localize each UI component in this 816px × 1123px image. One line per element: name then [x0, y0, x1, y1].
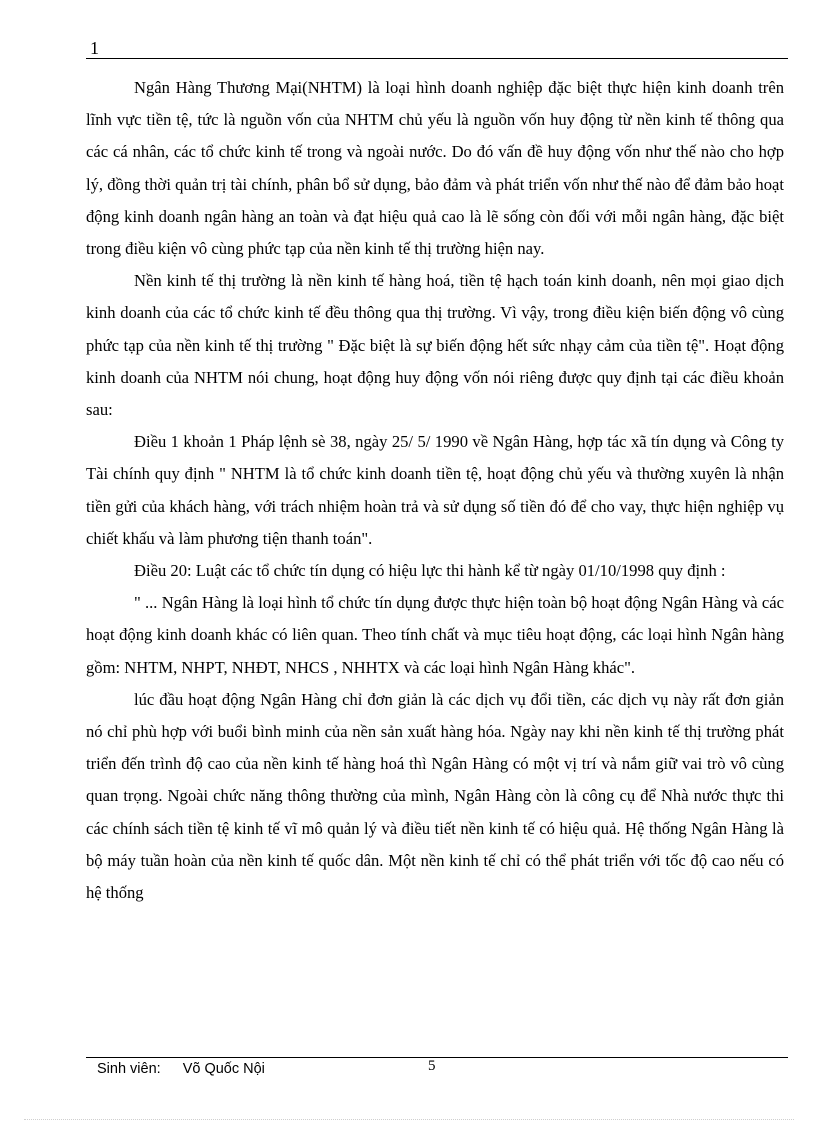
paragraph: lúc đầu hoạt động Ngân Hàng chỉ đơn giản là các dịch vụ đổi tiền, các dịch vụ này rất đơn giản nó chỉ phù hợp với buổi bình minh của nền sản xuất hàng hóa. Ngày nay khi nền kinh tế thị trường phát triển đến trình độ cao của nền kinh tế hàng hoá thì Ngân Hàng có một vị trí và nắm giữ vai trò vô cùng quan trọng. Ngoài chức năng thông thường của mình, Ngân Hàng còn là công cụ để Nhà nước thực thi các chính sách tiền tệ kinh tế vĩ mô quản lý và điều tiết nền kinh tế có hiệu quả. Hệ thống Ngân Hàng là bộ máy tuần hoàn của nền kinh tế quốc dân. Một nền kinh tế chỉ có thể phát triển với tốc độ cao nếu có hệ thống: [86, 689, 784, 903]
paragraph: Điều 1 khoản 1 Pháp lệnh sè 38, ngày 25/ 5/ 1990 về Ngân Hàng, hợp tác xã tín dụng và Công ty Tài chính quy định " NHTM là tổ chức kinh doanh tiền tệ, hoạt động chủ yếu và thường xuyên là nhận tiền gửi của khách hàng, với trách nhiệm hoàn trả và sử dụng số tiền đó để cho vay, thực hiện nghiệp vụ chiết khấu và làm phương tiện thanh toán".: [86, 432, 784, 548]
footer-student: [97, 1061, 265, 1077]
paragraph: Ngân Hàng Thương Mại(NHTM) là loại hình doanh nghiệp đặc biệt thực hiện kinh doanh trên lĩnh vực tiền tệ, tức là nguồn vốn của NHTM chủ yếu là nguồn vốn huy động từ nền kinh tế thông qua các cá nhân, các tổ chức kinh tế trong và ngoài nước. Do đó vấn đề huy động vốn như thế nào cho hợp lý, đồng thời quản trị tài chính, phân bổ sử dụng, bảo đảm và phát triển vốn như thế nào để đảm bảo hoạt động kinh doanh ngân hàng an toàn và đạt hiệu quả cao là lẽ sống còn đối với mỗi ngân hàng, đặc biệt trong điều kiện vô cùng phức tạp của nền kinh tế thị trường hiện nay.: [86, 78, 784, 259]
document-body: [86, 72, 784, 909]
student-name: Võ Quốc Nội: [182, 1061, 265, 1077]
footer-divider: [86, 1057, 788, 1058]
quote-paragraph: " ... Ngân Hàng là loại hình tổ chức tín dụng được thực hiện toàn bộ hoạt động Ngân Hàng và các hoạt động kinh doanh khác có liên quan. Theo tính chất và mục tiêu hoạt động, các loại hình Ngân hàng gồm: NHTM, NHPT, NHĐT, NHCS , NHHTX và các loại hình Ngân Hàng khác".: [86, 593, 784, 677]
page-edge-divider: [24, 1119, 794, 1120]
footer-page-number: 5: [428, 1058, 436, 1074]
paragraph: Nền kinh tế thị trường là nền kinh tế hàng hoá, tiền tệ hạch toán kinh doanh, nên mọi giao dịch kinh doanh của các tổ chức kinh tế đều thông qua thị trường. Vì vậy, trong điều kiện biến động vô cùng phức tạp của nền kinh tế thị trường " Đặc biệt là sự biến động hết sức nhạy cảm của tiền tệ". Hoạt động kinh doanh của NHTM nói chung, hoạt động huy động vốn nói riêng được quy định tại các điều khoản sau:: [86, 271, 784, 420]
paragraph: Điều 20: Luật các tổ chức tín dụng có hiệu lực thi hành kể từ ngày 01/10/1998 quy định :: [134, 561, 726, 581]
student-label: Sinh viên:: [97, 1061, 161, 1077]
header-page-marker: 1: [90, 38, 99, 58]
header-divider: [86, 58, 788, 59]
